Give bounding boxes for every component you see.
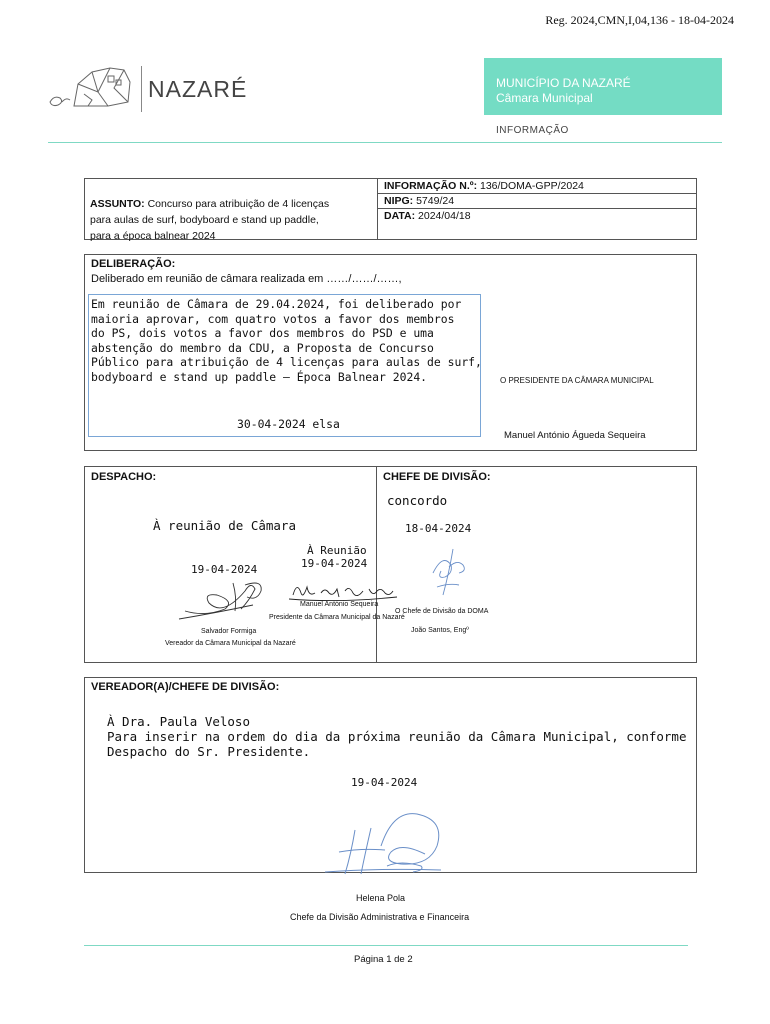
banner-title: MUNICÍPIO DA NAZARÉ [496, 76, 631, 90]
signer2-name: Manuel António Sequeira [300, 601, 379, 608]
banner-subtitle: Câmara Municipal [496, 91, 593, 105]
nipg-row [378, 194, 697, 209]
signature-vereador [175, 571, 270, 623]
subject-label: ASSUNTO: [90, 198, 145, 210]
despacho-note2-line2: 19-04-2024 [301, 557, 368, 570]
document-type: INFORMAÇÃO [496, 125, 569, 136]
info-value: 136/DOMA-GPP/2024 [480, 180, 584, 192]
deliberation-text-line: Público para atribuição de 4 licenças para aulas de surf, [91, 355, 482, 370]
despacho-box [84, 466, 697, 663]
signature-councillor [321, 806, 451, 878]
footer-divider [84, 945, 688, 946]
deliberation-intro: Deliberado em reunião de câmara realizada em ……/……/……, [91, 273, 402, 285]
despacho-heading: DESPACHO: [91, 471, 157, 483]
signer1-name: Salvador Formiga [201, 628, 257, 635]
president-label: O PRESIDENTE DA CÂMARA MUNICIPAL [500, 376, 654, 385]
councillor-role: Chefe da Divisão Administrativa e Financeira [290, 912, 470, 922]
nazare-logo [48, 62, 248, 112]
nipg-label: NIPG: [384, 195, 414, 207]
logo-text: NAZARÉ [148, 76, 248, 102]
registration-number: Reg. 2024,CMN,I,04,136 - 18-04-2024 [545, 13, 734, 27]
page-number: Página 1 de 2 [354, 954, 413, 965]
councillor-date: 19-04-2024 [351, 776, 418, 789]
signature-president [289, 579, 399, 603]
despacho-note2-line1: À Reunião [307, 544, 367, 557]
chief-heading: CHEFE DE DIVISÃO: [383, 471, 491, 483]
subject-line3: para a época balnear 2024 [90, 230, 216, 242]
municipality-banner [484, 58, 722, 115]
despacho-date: 19-04-2024 [191, 563, 258, 576]
councillor-line1: À Dra. Paula Veloso [107, 714, 250, 729]
despacho-note: À reunião de Câmara [153, 518, 296, 533]
date-value: 2024/04/18 [418, 210, 471, 222]
nipg-value: 5749/24 [416, 195, 455, 207]
info-row [378, 179, 697, 194]
chief-note: concordo [387, 493, 448, 508]
deliberation-heading: DELIBERAÇÃO: [91, 258, 176, 270]
councillor-name: Helena Pola [356, 893, 406, 903]
chief-date: 18-04-2024 [405, 522, 472, 535]
subject-text1: Concurso para atribuição de 4 licenças [147, 198, 330, 210]
deliberation-text-line: Em reunião de Câmara de 29.04.2024, foi deliberado por [91, 297, 462, 311]
subject-line2: para aulas de surf, bodyboard e stand up paddle, [90, 214, 319, 226]
deliberation-text-line: do PS, dois votos a favor dos membros do PSD e uma [91, 326, 434, 341]
subject-line1 [90, 196, 329, 212]
deliberation-stamp: 30-04-2024 elsa [237, 417, 340, 431]
deliberation-text-line: abstenção do membro da CDU, a Proposta de Concurso [91, 340, 434, 355]
councillor-line2: Para inserir na ordem do dia da próxima reunião da Câmara Municipal, conforme [107, 729, 687, 744]
signer1-role: Vereador da Câmara Municipal da Nazaré [165, 640, 296, 647]
subject-box [84, 178, 697, 240]
logo-divider [141, 66, 142, 112]
logo-icon [48, 62, 140, 112]
councillor-line3: Despacho do Sr. Presidente. [107, 744, 311, 759]
chief-role: O Chefe de Divisão da DOMA [395, 608, 489, 615]
deliberation-text-line: bodyboard e stand up paddle – Época Balnear 2024. [91, 369, 428, 384]
deliberation-box [84, 254, 697, 451]
president-name: Manuel António Águeda Sequeira [504, 430, 646, 441]
signature-chief [423, 543, 473, 599]
deliberation-text-field[interactable] [88, 294, 481, 437]
signer2-role: Presidente da Câmara Municipal da Nazaré [269, 614, 405, 621]
chief-name: João Santos, Engº [411, 627, 469, 634]
councillor-box [84, 677, 697, 873]
despacho-column-divider [376, 467, 377, 663]
date-row [378, 209, 697, 224]
info-label: INFORMAÇÃO N.º: [384, 180, 478, 192]
date-label: DATA: [384, 210, 416, 222]
header-divider [48, 142, 722, 143]
councillor-text [107, 714, 686, 759]
councillor-heading: VEREADOR(A)/CHEFE DE DIVISÃO: [91, 681, 280, 693]
deliberation-text-line: maioria aprovar, com quatro votos a favor dos membros [91, 311, 455, 326]
